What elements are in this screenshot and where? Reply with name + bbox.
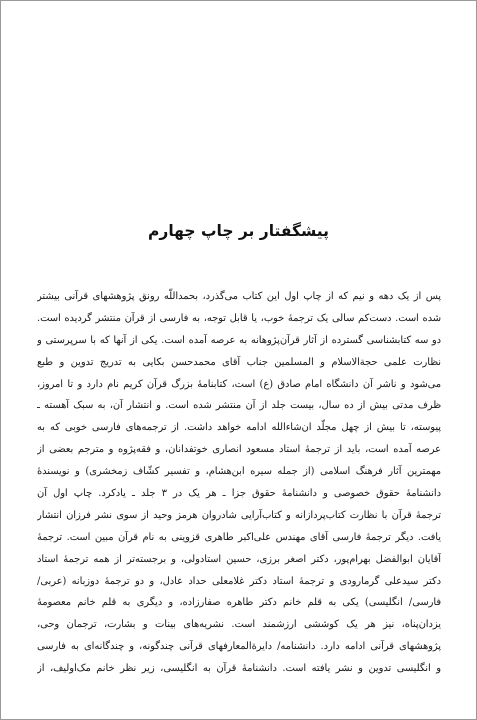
page-title: پیشگفتار بر چاپ چهارم <box>148 222 329 240</box>
text-line: می‌شود و ناشر آن دانشگاه امام صادق (ع) است، کتابنامهٔ بزرگ قرآن کریم نام دارد و تا امروز، <box>37 378 441 390</box>
text-line: عرصه آمده است، باید از ترجمهٔ استاد مسعود انصاری خوتفدانان، و فقه‌پژوه و مترجم بعضی از <box>37 444 441 456</box>
body-paragraph <box>37 286 441 680</box>
text-line: آقایان ابوالفضل بهرام‌پور، دکتر اصغر برزی، حسین استادولی، و برجسته‌تر از همه ترجمهٔ استاد <box>37 553 441 565</box>
text-line: و انگلیسی تدوین و نشر یافته است. دانشنامهٔ قرآن به انگلیسی، زیر نظر خانم مک‌اولیف، از <box>37 663 441 675</box>
text-line: شده است. دست‌کم سالی یک ترجمهٔ خوب، یا قابل توجه، به فارسی از قرآن منتشر گردیده است. <box>37 312 441 324</box>
text-line: دو سه کتابشناسی گسترده از آثار قرآن‌پژوهانه به عرصه آمده است. یکی از آنها که با سرپرستی و <box>37 334 441 346</box>
text-line: پژوهشهای قرآنی ادامه دارد. دانشنامه/ دایرةالمعارفهای قرآنی چندگونه، و چندگانه‌ای به فارسی <box>37 641 441 653</box>
text-line: فارسی/ انگلیسی) یکی به قلم خانم دکتر طاهره صفارزاده، و دیگری به قلم خانم معصومهٔ <box>37 597 441 609</box>
text-line: یزدان‌پناه، نیز هر یک کوششی ارزشمند است. نشریه‌های بینات و بشارت، ترجمان وحی، <box>37 619 441 631</box>
text-line: پس از یک دهه و نیم که از چاپ اول این کتاب می‌گذرد، بحمداللّه رونق پژوهشهای قرآنی بیشتر <box>37 291 441 302</box>
text-line: ترجمهٔ قرآن با نظارت کتاب‌پردازانه و کتاب‌آرایی شادروان هرمز وحید از سوی نشر فرزان انتشار <box>37 509 441 521</box>
text-line: ظرف مدتی بیش از ده سال، بیست جلد از آن منتشر شده است. و انتشار آن، به سبک آهسته ـ <box>37 400 441 412</box>
text-line: یافت. دیگر ترجمهٔ فارسی آقای مهندس علی‌اکبر طاهری قزوینی به نام قرآن مبین است. ترجمهٔ <box>37 531 441 543</box>
text-line: مهمترین آثار فرهنگ اسلامی (از جمله سیره ابن‌هشام، و تفسیر کشّاف زمخشری) و نویسندهٔ <box>37 466 441 478</box>
text-line: دکتر سیدعلی گرمارودی و ترجمهٔ استاد دکتر غلامعلی حداد عادل، و دو ترجمهٔ دوزبانه (عربی/ <box>37 575 441 587</box>
text-line: پیوسته، تا بیش از چهل مجلّد ان‌شاءالله ادامه خواهد داشت. از ترجمه‌های فارسی خوبی که به <box>37 422 441 434</box>
text-line: دانشنامهٔ حقوق خصوصی و دانشنامهٔ حقوق جزا ـ هر یک در ۳ جلد ـ یادکرد. چاپ اول آن <box>37 488 441 500</box>
text-line: نظارت علمی حجةالاسلام و المسلمین جناب آقای محمدحسن بکایی به تدریج تدوین و طبع <box>37 356 441 368</box>
